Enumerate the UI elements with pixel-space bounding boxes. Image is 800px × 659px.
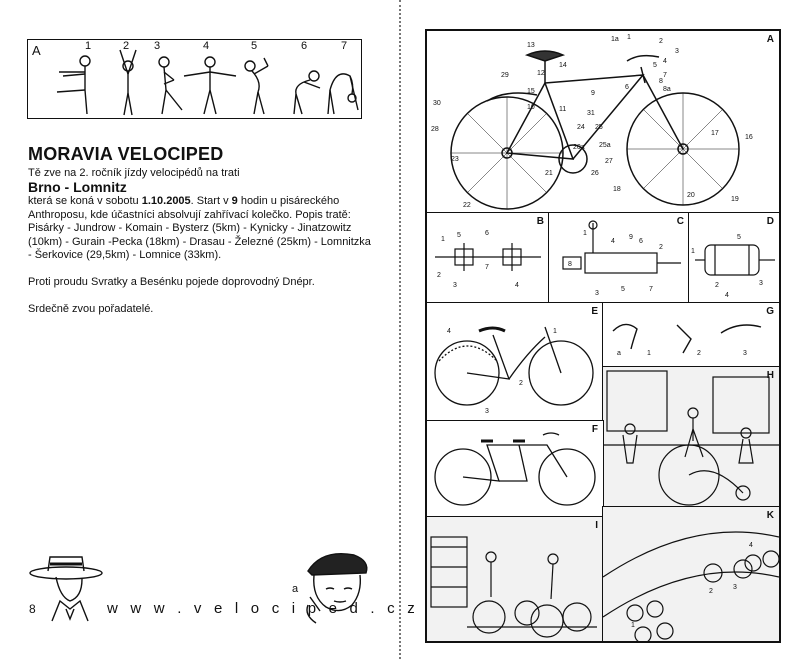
callout-label: 2	[715, 282, 719, 289]
callout-label: 18	[613, 186, 621, 193]
callout-label: 2	[659, 38, 663, 45]
callout-label: 3	[743, 350, 747, 357]
exercise-number: 7	[341, 40, 348, 52]
event-title: MORAVIA VELOCIPED	[28, 144, 224, 164]
callout-label: 3	[675, 48, 679, 55]
callout-label: 6	[625, 84, 629, 91]
callout-label: 1a	[611, 36, 619, 43]
callout-label: 27	[605, 158, 613, 165]
callout-label: 29	[501, 72, 509, 79]
penny-farthing-scene	[603, 367, 779, 507]
exercise-illustration-strip	[27, 39, 362, 119]
callout-label: 1	[647, 350, 651, 357]
callout-label: 4	[749, 542, 753, 549]
panel-label: B	[536, 216, 544, 227]
escort-note: Proti proudu Svratky a Besénku pojede doprovodný Dnépr.	[28, 275, 315, 288]
route-title: Brno - Lomnitz	[28, 179, 127, 195]
callout-label: 4	[515, 282, 519, 289]
callout-label: 31	[587, 110, 595, 117]
callout-label: 3	[485, 408, 489, 415]
callout-label: 2	[659, 244, 663, 251]
panel-label: H	[766, 370, 774, 381]
track-racing-scene	[603, 507, 779, 641]
bicycle-plate	[425, 29, 781, 643]
plate-panel-g	[602, 302, 780, 368]
exercise-figure-4	[180, 50, 240, 116]
callout-label: 2	[697, 350, 701, 357]
callout-label: 4	[447, 328, 451, 335]
gear-hub-diagram	[549, 213, 689, 303]
callout-label: 25a	[599, 142, 611, 149]
callout-label: 24	[577, 124, 585, 131]
callout-label: 26	[591, 170, 599, 177]
callout-label: 6	[485, 230, 489, 237]
exercise-number: 6	[301, 40, 308, 52]
page-fold-line	[399, 0, 401, 659]
exercise-number: 5	[251, 40, 258, 52]
plate-panel-h	[602, 366, 780, 508]
callout-label: a	[617, 350, 621, 357]
event-date: 1.10.2005	[141, 195, 191, 207]
callout-label: 9	[591, 90, 595, 97]
handlebar-diagram	[603, 303, 779, 367]
callout-label: 6	[639, 238, 643, 245]
panel-label: I	[595, 520, 598, 531]
details-text: která se koná v sobotu	[28, 195, 142, 207]
callout-label: 17	[711, 130, 719, 137]
callout-label: 4	[725, 292, 729, 299]
callout-label: 8a	[663, 86, 671, 93]
callout-label: 7	[485, 264, 489, 271]
callout-label: 1	[553, 328, 557, 335]
panel-label: C	[676, 216, 684, 227]
website-url[interactable]: w w w . v e l o c i p e d . c z	[107, 600, 419, 617]
callout-label: 7	[663, 72, 667, 79]
callout-label: 1	[441, 236, 445, 243]
callout-label: 25	[595, 124, 603, 131]
callout-label: 3	[759, 280, 763, 287]
details-text: . Start v	[190, 195, 232, 207]
plate-panel-e	[426, 302, 604, 422]
callout-label: 30	[433, 100, 441, 107]
exercise-figure-5	[238, 52, 278, 116]
callout-label: 5	[457, 232, 461, 239]
callout-label: 9	[629, 234, 633, 241]
panel-label: F	[591, 424, 598, 435]
page-number: 8	[29, 602, 36, 616]
callout-label: 2	[437, 272, 441, 279]
plate-panel-d	[688, 212, 780, 304]
callout-label: 15	[527, 88, 535, 95]
callout-label: 5	[737, 234, 741, 241]
panel-label: D	[766, 216, 774, 227]
bicycle-polo-scene	[427, 517, 603, 641]
callout-label: 14	[559, 62, 567, 69]
hub-axle-diagram	[427, 213, 549, 303]
exercise-figure-2	[113, 46, 143, 116]
callout-label: 3	[453, 282, 457, 289]
panel-label: K	[766, 510, 774, 521]
callout-label: 8	[659, 78, 663, 85]
tandem-bicycle-diagram	[427, 421, 603, 517]
exercise-number: 4	[203, 40, 210, 52]
figure-label: a	[292, 583, 299, 595]
event-details-paragraph	[28, 195, 373, 263]
callout-label: 3	[733, 584, 737, 591]
event-intro: Tě zve na 2. ročník jízdy velocipédů na trati	[28, 167, 240, 179]
pedal-diagram	[689, 213, 779, 303]
callout-label: 13	[527, 42, 535, 49]
callout-label: 4	[663, 58, 667, 65]
callout-label: 28	[431, 126, 439, 133]
callout-label: 10	[527, 104, 535, 111]
exercise-figure-1	[53, 52, 101, 116]
ladies-bicycle-diagram	[427, 303, 603, 421]
callout-label: 20	[687, 192, 695, 199]
callout-label: 11	[559, 106, 567, 113]
plate-panel-f	[426, 420, 604, 518]
plate-panel-i	[426, 516, 604, 642]
callout-label: 22	[463, 202, 471, 209]
callout-label: 5	[653, 62, 657, 69]
callout-label: 20a	[573, 144, 585, 151]
callout-label: 7	[649, 286, 653, 293]
callout-label: 12	[537, 70, 545, 77]
callout-label: 2	[519, 380, 523, 387]
callout-label: 2	[709, 588, 713, 595]
panel-label: A	[766, 34, 774, 45]
exercise-number: 1	[85, 40, 92, 52]
cap-woman-illustration	[300, 545, 376, 625]
panel-label: G	[766, 306, 774, 317]
exercise-panel-letter: A	[32, 43, 41, 58]
details-text: hodin u pisáreckého Anthroposu, kde účastníci absolvují zahřívací kolečko. Popis tratě: Pisárky - Jundrow - Komain - Bysterz (5km) - Kynicky - Jinatzowitz (10km) - Gurain -Pecka (18km) - Drasau - Železné (25km) - Lomnitzka - Šerkovice (29,5km) - Lomnice (33km).	[28, 195, 371, 262]
callout-label: 1	[631, 622, 635, 629]
callout-label: 8	[568, 261, 572, 268]
event-description	[28, 195, 373, 329]
callout-label: 16	[745, 134, 753, 141]
plate-panel-a	[426, 30, 780, 214]
callout-label: 19	[731, 196, 739, 203]
plate-panel-b	[426, 212, 550, 304]
safety-bicycle-diagram	[427, 31, 779, 213]
closing-line: Srdečně zvou pořadatelé.	[28, 302, 154, 315]
exercise-number: 3	[154, 40, 161, 52]
start-hour: 9	[231, 195, 238, 207]
panel-label: E	[591, 306, 598, 317]
callout-label: 23	[451, 156, 459, 163]
callout-label: 21	[545, 170, 553, 177]
callout-label: 1	[691, 248, 695, 255]
callout-label: 1	[583, 230, 587, 237]
callout-label: 1	[627, 34, 631, 41]
plate-panel-c	[548, 212, 690, 304]
callout-label: 4	[611, 238, 615, 245]
callout-label: 3	[595, 290, 599, 297]
exercise-figure-7	[320, 60, 360, 116]
callout-label: 5	[621, 286, 625, 293]
straw-hat-man-illustration	[26, 553, 104, 623]
exercise-number: 2	[123, 40, 130, 52]
plate-panel-k	[602, 506, 780, 642]
